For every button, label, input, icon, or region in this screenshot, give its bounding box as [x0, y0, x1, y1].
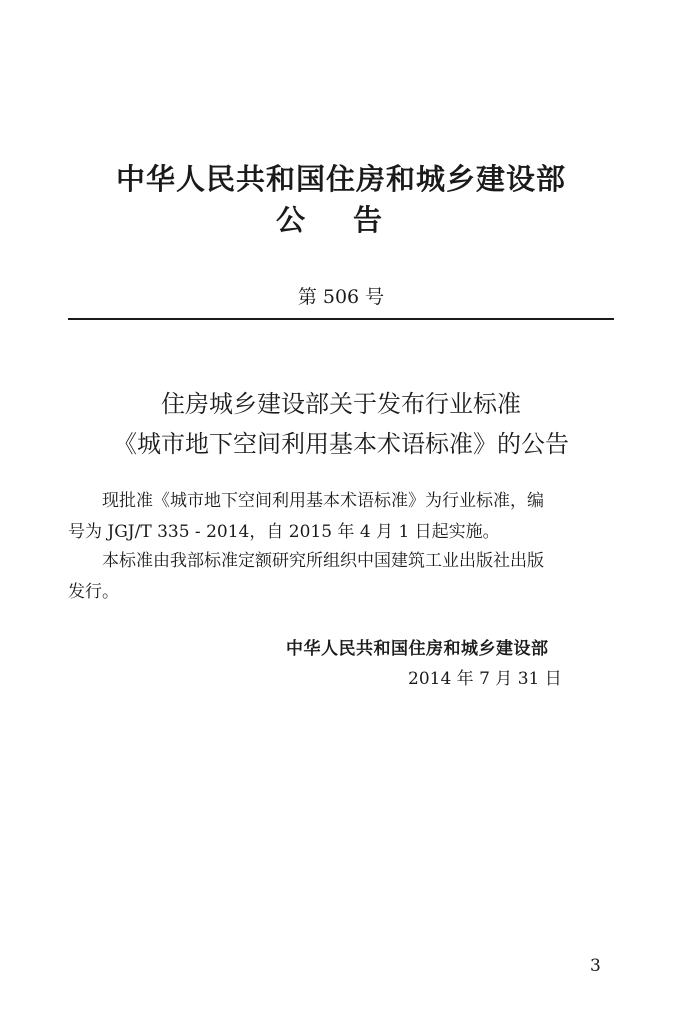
- body-paragraph-approval-line1: 现批准《城市地下空间利用基本术语标准》为行业标准，编: [102, 491, 544, 511]
- body-paragraph-publication-line1: 本标准由我部标准定额研究所组织中国建筑工业出版社出版: [102, 551, 544, 571]
- body-paragraph-publication: [68, 546, 618, 608]
- document-number: 第 506 号: [297, 286, 385, 308]
- signature-organization: 中华人民共和国住房和城乡建设部: [286, 639, 549, 659]
- notice-label: 公告: [275, 203, 430, 237]
- notice-heading-line2: 《城市地下空间利用基本术语标准》的公告: [113, 430, 569, 458]
- body-paragraph-publication-line2: 发行。: [68, 582, 119, 602]
- body-paragraph-approval-line2: 号为 JGJ/T 335 - 2014，自 2015 年 4 月 1 日起实施。: [68, 522, 500, 542]
- body-paragraph-approval: [68, 486, 618, 548]
- issuer-title: 中华人民共和国住房和城乡建设部: [115, 162, 566, 196]
- page-number: 3: [590, 956, 601, 976]
- signature-date: 2014 年 7 月 31 日: [408, 669, 562, 689]
- header-divider: [68, 318, 614, 320]
- notice-heading-line1: 住房城乡建设部关于发布行业标准: [161, 390, 521, 418]
